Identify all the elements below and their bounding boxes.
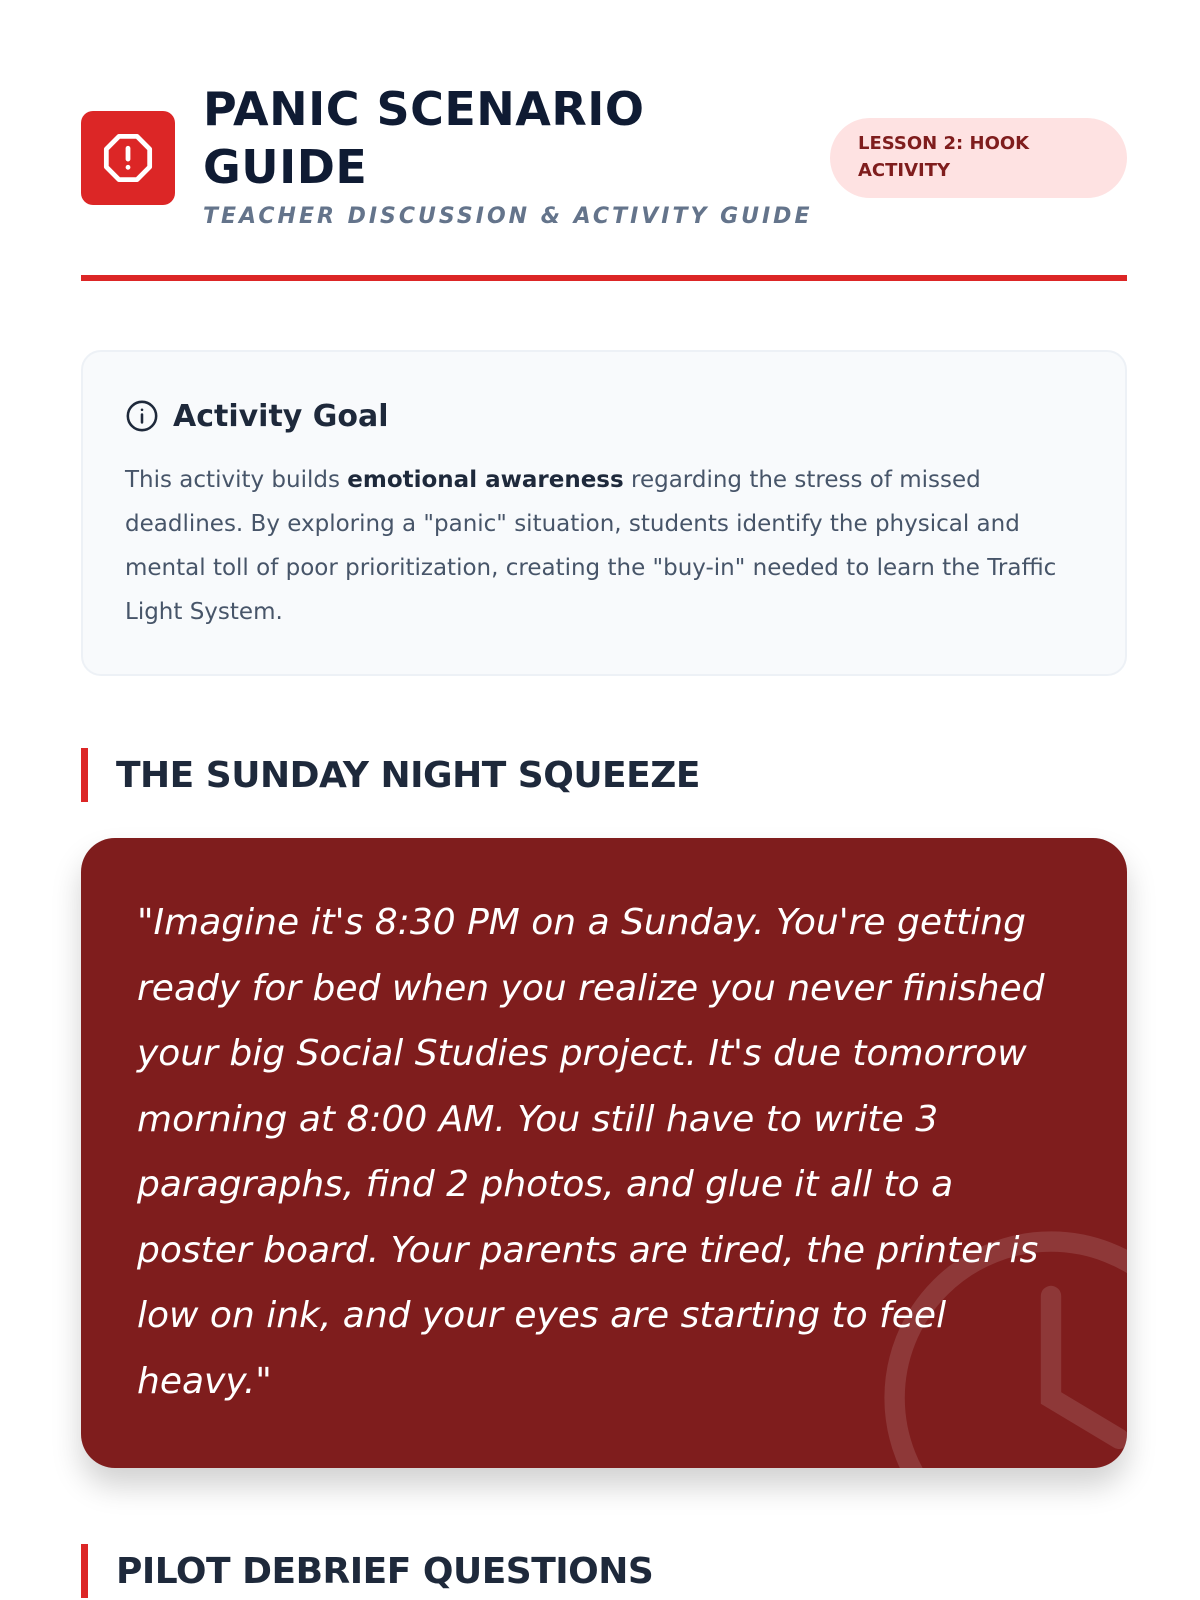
activity-goal-title: Activity Goal — [173, 398, 389, 434]
goal-text-intro: This activity builds — [125, 467, 348, 493]
goal-text-emphasis: emotional awareness — [347, 467, 624, 493]
section-title: PILOT DEBRIEF QUESTIONS — [116, 1550, 654, 1592]
lesson-badge: LESSON 2: HOOK ACTIVITY — [830, 118, 1127, 198]
info-circle-icon — [125, 399, 159, 433]
goal-text-rest: regarding the stress of missed deadlines. By exploring a "panic" situation, students identify the physical and mental toll of poor prioritization, creating the "buy-in" needed to learn the Traffic Light System. — [125, 467, 1057, 625]
section-heading-scenario — [81, 748, 1127, 802]
section-heading-debrief — [81, 1544, 1127, 1598]
alert-octagon-icon — [81, 111, 175, 205]
section-title: THE SUNDAY NIGHT SQUEEZE — [116, 754, 700, 796]
header-divider — [81, 275, 1127, 281]
scenario-quote: "Imagine it's 8:30 PM on a Sunday. You're getting ready for bed when you realize you never finished your big Social Studies project. It's due tomorrow morning at 8:00 AM. You still have to write 3 paragraphs, find 2 photos, and glue it all to a poster board. Your parents are tired, the printer is low on ink, and your eyes are starting to feel heavy." — [137, 902, 1045, 1402]
activity-goal-card — [81, 350, 1127, 676]
page-subtitle: TEACHER DISCUSSION & ACTIVITY GUIDE — [203, 204, 813, 229]
scenario-card — [81, 838, 1127, 1468]
activity-goal-header — [125, 394, 1083, 438]
page-title: PANIC SCENARIO GUIDE — [203, 82, 645, 194]
activity-goal-text — [125, 458, 1083, 634]
page-header — [81, 80, 1127, 280]
